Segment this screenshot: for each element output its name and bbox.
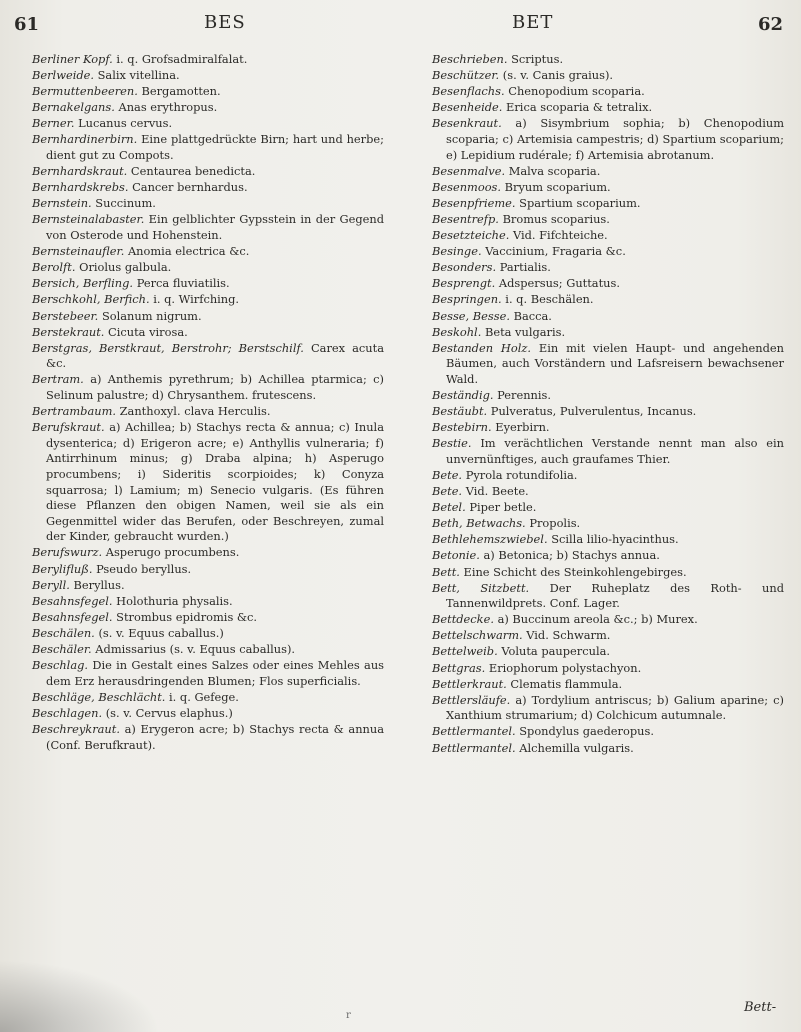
dictionary-entry: [32, 341, 384, 372]
entry-definition: Bacca.: [513, 308, 552, 323]
entry-definition: Alchemilla vulgaris.: [519, 740, 634, 755]
dictionary-entry: [432, 260, 784, 276]
dictionary-entry: [432, 548, 784, 564]
entry-headword: Bettdecke.: [432, 612, 494, 627]
dictionary-entry: [32, 626, 384, 642]
dictionary-entry: [432, 612, 784, 628]
dictionary-entry: [432, 325, 784, 341]
entry-definition: Spondylus gaederopus.: [519, 724, 654, 739]
entry-headword: Bestanden Holz.: [432, 340, 531, 355]
entry-headword: Beschützer.: [432, 68, 500, 83]
entry-definition: Strombus epidromis &c.: [116, 609, 258, 624]
entry-definition: Beryllus.: [73, 577, 125, 592]
entry-headword: Bettlermantel.: [432, 724, 516, 739]
entry-definition: Pulveratus, Pulverulentus, Incanus.: [490, 404, 697, 419]
entry-headword: Besse, Besse.: [432, 308, 510, 323]
page-header: [0, 8, 801, 44]
entry-headword: Beschreykraut.: [32, 721, 120, 736]
entry-headword: Bestie.: [432, 436, 472, 451]
entry-headword: Beryll.: [32, 577, 70, 592]
entry-definition: Adspersus; Guttatus.: [498, 276, 620, 291]
entry-definition: Pseudo beryllus.: [96, 561, 192, 576]
dictionary-entry: [32, 722, 384, 753]
entry-definition: Propolis.: [529, 516, 581, 531]
entry-definition: Solanum nigrum.: [101, 308, 202, 323]
entry-definition: Chenopodium scoparia.: [508, 84, 645, 99]
dictionary-entry: [432, 484, 784, 500]
dictionary-entry: [432, 741, 784, 757]
dictionary-entry: [432, 677, 784, 693]
dictionary-entry: [32, 610, 384, 626]
dictionary-entry: [432, 500, 784, 516]
dictionary-entry: [32, 180, 384, 196]
dictionary-entry: [432, 388, 784, 404]
dictionary-entry: [32, 642, 384, 658]
dictionary-entry: [432, 644, 784, 660]
entry-headword: Beskohl.: [432, 324, 482, 339]
entry-definition: Perca fluviatilis.: [136, 276, 230, 291]
entry-headword: Bettlermantel.: [432, 740, 516, 755]
dictionary-entry: [32, 100, 384, 116]
dictionary-entry: [32, 658, 384, 689]
dictionary-entry: [32, 706, 384, 722]
entry-headword: Bernhardskrebs.: [32, 180, 129, 195]
entry-headword: Bernstein.: [32, 196, 92, 211]
entry-headword: Bertrambaum.: [32, 404, 117, 419]
entry-definition: a) Buccinum areola &c.; b) Murex.: [497, 612, 698, 627]
entry-headword: Bestebirn.: [432, 420, 492, 435]
dictionary-entry: [432, 116, 784, 163]
entry-definition: Salix vitellina.: [97, 68, 180, 83]
entry-definition: Der Ruheplatz des Roth- und Tannenwildprets. Conf. Lager.: [446, 580, 784, 611]
entry-headword: Beschäler.: [32, 641, 92, 656]
dictionary-entry: [432, 292, 784, 308]
dictionary-entry: [432, 516, 784, 532]
entry-definition: Carex acuta &c.: [46, 340, 384, 371]
entry-definition: i. q. Wirfching.: [153, 292, 240, 307]
entry-headword: Betonie.: [432, 548, 480, 563]
entry-headword: Beth, Betwachs.: [432, 516, 526, 531]
dictionary-entry: [432, 100, 784, 116]
page-number-left: 61: [14, 14, 40, 35]
dictionary-entry: [32, 132, 384, 163]
entry-headword: Bermuttenbeeren.: [32, 84, 138, 99]
entry-headword: Berstekraut.: [32, 324, 105, 339]
dictionary-entry: [32, 578, 384, 594]
entry-headword: Beschläge, Beschlächt.: [32, 689, 166, 704]
entry-headword: Bethlehemszwiebel.: [432, 532, 548, 547]
entry-definition: Asperugo procumbens.: [105, 545, 240, 560]
entry-headword: Berner.: [32, 116, 75, 131]
entry-headword: Bersich, Berfling.: [32, 276, 134, 291]
entry-definition: Cicuta virosa.: [108, 324, 188, 339]
entry-headword: Besahnsfegel.: [32, 609, 113, 624]
entry-definition: i. q. Gefege.: [169, 689, 239, 704]
entry-definition: i. q. Grofsadmiralfalat.: [116, 52, 248, 66]
entry-definition: (s. v. Cervus elaphus.): [105, 705, 233, 720]
entry-headword: Berufswurz.: [32, 545, 103, 560]
entry-headword: Besenflachs.: [432, 84, 505, 99]
dictionary-entry: [432, 228, 784, 244]
dictionary-entry: [432, 68, 784, 84]
entry-headword: Berschkohl, Berfich.: [32, 292, 150, 307]
entry-definition: Succinum.: [95, 196, 156, 211]
entry-definition: Eine plattgedrückte Birn; hart und herbe; dient gut zu Compots.: [46, 132, 384, 163]
printer-mark: r: [346, 1010, 351, 1021]
dictionary-entry: [432, 52, 784, 68]
entry-headword: Besinge.: [432, 244, 482, 259]
entry-definition: Vid. Schwarm.: [526, 628, 611, 643]
entry-headword: Besetzteiche.: [432, 228, 510, 243]
entry-headword: Beschrieben.: [432, 52, 508, 66]
entry-headword: Beschälen.: [32, 625, 95, 640]
entry-definition: Ein gelblichter Gypsstein in der Gegend von Osterode und Hohenstein.: [46, 212, 384, 243]
entry-definition: Pyrola rotundifolia.: [465, 467, 578, 482]
dictionary-entry: [432, 565, 784, 581]
entry-headword: Besenpfrieme.: [432, 195, 516, 210]
entry-headword: Bettgras.: [432, 660, 486, 675]
entry-headword: Bete.: [432, 484, 463, 499]
entry-definition: a) Achillea; b) Stachys recta & annua; c) Inula dysenterica; d) Erigeron acre; e) Anthyllis vulneraria; f) Antirrhinum minus; g) Draba alpina; h) Asperugo procumbens; i) Sideritis scorpioides; k) Conyza squarrosa; l) Lamium; m) Senecio vulgaris. (Es führen diese Pflanzen den obigen Namen, weil sie als ein Gegenmittel wider das Berufen, oder Beschreyen, zumal der Kinder, gebraucht wurden.): [46, 420, 384, 544]
entry-headword: Bernhardskraut.: [32, 164, 128, 179]
catchword: Bett-: [744, 1000, 777, 1015]
entry-definition: Perennis.: [497, 387, 552, 402]
entry-headword: Besenheide.: [432, 100, 503, 115]
entry-definition: Eine Schicht des Steinkohlengebirges.: [463, 564, 687, 579]
entry-headword: Besentrefp.: [432, 211, 499, 226]
dictionary-entry: [432, 420, 784, 436]
dictionary-entry: [32, 594, 384, 610]
page-stain: [0, 960, 160, 1032]
entry-definition: Piper betle.: [469, 500, 537, 515]
dictionary-entry: [432, 581, 784, 612]
entry-definition: Beta vulgaris.: [484, 324, 566, 339]
entry-definition: (s. v. Canis graius).: [502, 68, 614, 83]
entry-headword: Besahnsfegel.: [32, 593, 113, 608]
entry-definition: Bromus scoparius.: [502, 211, 610, 226]
entry-headword: Beschlag.: [32, 658, 89, 673]
dictionary-entry: [32, 84, 384, 100]
entry-headword: Besenmalve.: [432, 163, 506, 178]
dictionary-entry: [32, 68, 384, 84]
entry-definition: Cancer bernhardus.: [132, 180, 248, 195]
entry-headword: Bettlersläufe.: [432, 692, 511, 707]
entry-definition: Spartium scoparium.: [519, 195, 641, 210]
entry-definition: i. q. Beschälen.: [505, 292, 594, 307]
dictionary-entry: [32, 164, 384, 180]
entry-definition: Die in Gestalt eines Salzes oder eines Mehles aus dem Erz herausdringenden Blumen; Flos superficialis.: [46, 658, 384, 688]
entry-headword: Besonders.: [432, 260, 497, 275]
entry-definition: Oriolus galbula.: [79, 260, 172, 275]
entry-headword: Bestäubt.: [432, 404, 488, 419]
entry-definition: Im verächtlichen Verstande nennt man also ein unvernünftiges, auch graufames Thier.: [446, 436, 784, 466]
entry-headword: Besprengt.: [432, 276, 496, 291]
entry-definition: Vaccinium, Fragaria &c.: [485, 244, 626, 259]
entry-headword: Bett.: [432, 564, 460, 579]
entry-headword: Berylifluß.: [32, 561, 93, 576]
page-number-right: 62: [758, 14, 784, 35]
entry-definition: Holothuria physalis.: [116, 593, 233, 608]
dictionary-entry: [432, 244, 784, 260]
dictionary-entry: [432, 404, 784, 420]
entry-headword: Beständig.: [432, 387, 494, 402]
dictionary-entry: [32, 276, 384, 292]
entry-headword: Bettelweib.: [432, 644, 498, 659]
entry-headword: Besenkraut.: [432, 116, 502, 131]
entry-definition: Admissarius (s. v. Equus caballus).: [95, 641, 296, 656]
running-head-right: BET: [512, 12, 554, 33]
entry-headword: Bernsteinalabaster.: [32, 212, 145, 227]
dictionary-entry: [432, 196, 784, 212]
dictionary-entry: [432, 164, 784, 180]
entry-definition: Malva scoparia.: [508, 163, 601, 178]
entry-definition: a) Betonica; b) Stachys annua.: [483, 548, 660, 563]
dictionary-entry: [432, 532, 784, 548]
dictionary-entry: [32, 309, 384, 325]
entry-definition: Lucanus cervus.: [78, 116, 173, 131]
entry-headword: Beschlagen.: [32, 705, 103, 720]
entry-definition: a) Sisymbrium sophia; b) Chenopodium scoparia; c) Artemisia campestris; d) Spartium scoparium; e) Lepidium rudérale; f) Artemisia abrotanum.: [446, 116, 785, 162]
entry-headword: Bete.: [432, 467, 463, 482]
left-column: [32, 52, 384, 754]
entry-headword: Bett, Sitzbett.: [432, 580, 530, 595]
running-head-left: BES: [204, 12, 246, 33]
dictionary-entry: [432, 724, 784, 740]
dictionary-entry: [32, 292, 384, 308]
dictionary-entry: [32, 52, 384, 68]
dictionary-entry: [432, 693, 784, 724]
entry-headword: Bertram.: [32, 372, 84, 387]
entry-headword: Berufskraut.: [32, 420, 105, 435]
dictionary-entry: [32, 116, 384, 132]
dictionary-entry: [432, 341, 784, 388]
dictionary-entry: [432, 628, 784, 644]
entry-definition: (s. v. Equus caballus.): [98, 625, 224, 640]
dictionary-entry: [432, 180, 784, 196]
entry-definition: a) Anthemis pyrethrum; b) Achillea ptarmica; c) Selinum palustre; d) Chrysanthem. frutescens.: [46, 372, 384, 402]
dictionary-entry: [32, 420, 384, 545]
entry-headword: Bernhardinerbirn.: [32, 132, 138, 147]
entry-definition: Vid. Fifchteiche.: [512, 228, 608, 243]
entry-definition: Anomia electrica &c.: [127, 244, 250, 259]
dictionary-entry: [432, 212, 784, 228]
dictionary-entry: [32, 545, 384, 561]
dictionary-entry: [432, 84, 784, 100]
entry-headword: Bettelschwarm.: [432, 628, 523, 643]
entry-headword: Berolft.: [32, 260, 76, 275]
dictionary-entry: [432, 436, 784, 467]
entry-definition: Voluta paupercula.: [501, 644, 610, 659]
dictionary-entry: [32, 404, 384, 420]
entry-headword: Bettlerkraut.: [432, 676, 507, 691]
entry-headword: Besenmoos.: [432, 179, 502, 194]
dictionary-entry: [432, 276, 784, 292]
dictionary-entry: [432, 309, 784, 325]
right-column: [432, 52, 784, 757]
entry-definition: Erica scoparia & tetralix.: [506, 100, 653, 115]
entry-headword: Betel.: [432, 500, 466, 515]
entry-definition: Clematis flammula.: [510, 676, 623, 691]
entry-definition: Anas erythropus.: [118, 100, 218, 115]
dictionary-entry: [32, 212, 384, 243]
dictionary-entry: [32, 260, 384, 276]
entry-headword: Berlweide.: [32, 68, 94, 83]
dictionary-entry: [432, 468, 784, 484]
entry-definition: Bergamotten.: [141, 84, 221, 99]
dictionary-entry: [32, 690, 384, 706]
entry-definition: Ein mit vielen Haupt- und angehenden Bäumen, auch Vorständern und Lafsreisern bewachsener Wald.: [446, 340, 784, 386]
dictionary-entry: [32, 196, 384, 212]
entry-definition: Centaurea benedicta.: [130, 164, 256, 179]
entry-definition: a) Tordylium antriscus; b) Galium aparine; c) Xanthium strumarium; d) Colchicum autumnale.: [446, 692, 784, 723]
entry-definition: Eriophorum polystachyon.: [488, 660, 642, 675]
entry-definition: Scilla lilio-hyacinthus.: [551, 532, 679, 547]
entry-definition: Vid. Beete.: [465, 484, 529, 499]
dictionary-entry: [32, 325, 384, 341]
dictionary-entry: [32, 562, 384, 578]
entry-headword: Bernsteinaufler.: [32, 244, 125, 259]
entry-definition: Eyerbirn.: [495, 420, 550, 435]
entry-headword: Berstgras, Berstkraut, Berstrohr; Berstschilf.: [32, 340, 304, 355]
entry-headword: Berliner Kopf.: [32, 52, 113, 66]
entry-definition: Scriptus.: [511, 52, 564, 66]
entry-definition: Bryum scoparium.: [504, 179, 611, 194]
entry-headword: Bespringen.: [432, 292, 502, 307]
dictionary-entry: [432, 661, 784, 677]
entry-headword: Berstebeer.: [32, 308, 99, 323]
dictionary-entry: [32, 372, 384, 403]
entry-definition: a) Erygeron acre; b) Stachys recta & annua (Conf. Berufkraut).: [46, 721, 384, 752]
entry-definition: Zanthoxyl. clava Herculis.: [119, 404, 271, 419]
entry-headword: Bernakelgans.: [32, 100, 115, 115]
dictionary-entry: [32, 244, 384, 260]
entry-definition: Partialis.: [499, 260, 551, 275]
